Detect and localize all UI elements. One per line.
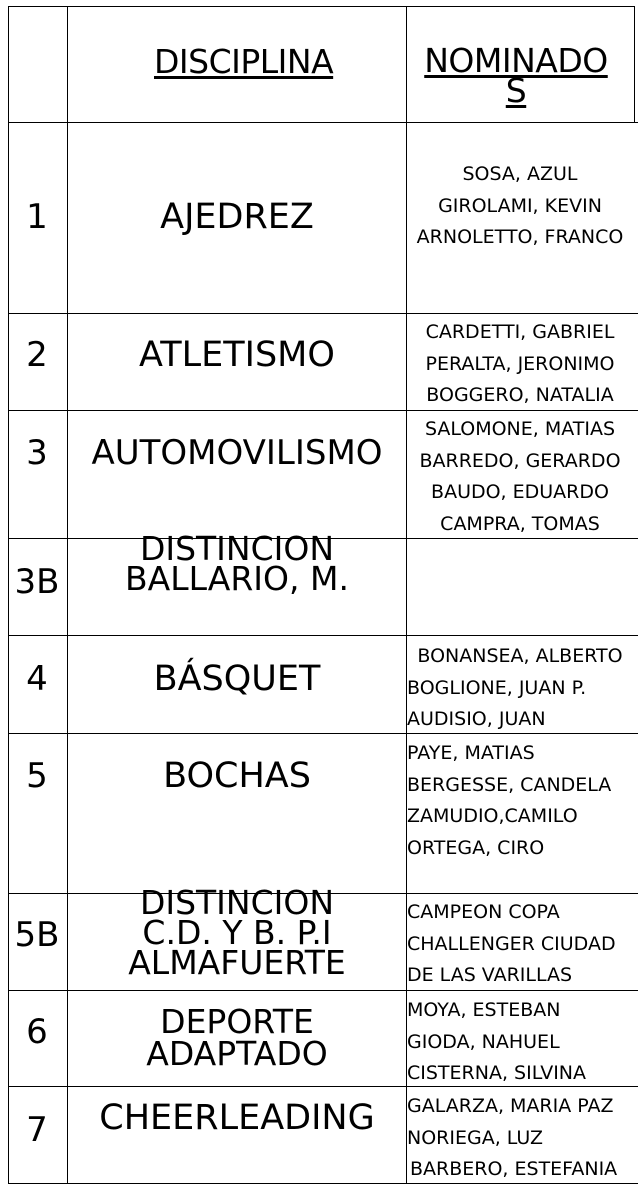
discipline-line: DISTINCION: [139, 529, 335, 568]
nominee: MOYA, ESTEBAN: [407, 999, 561, 1021]
row-discipline: CHEERLEADING: [99, 1098, 375, 1138]
nominee: BARBERO, ESTEFANIA: [410, 1158, 618, 1180]
table-border-right: [634, 6, 635, 122]
row-discipline: [67, 883, 407, 982]
row-nominees: [407, 414, 633, 540]
header-nominees-line1: NOMINADO: [424, 41, 608, 80]
nominee: ARNOLETTO, FRANCO: [416, 226, 624, 248]
header-nominees: [410, 42, 622, 110]
row-discipline: BÁSQUET: [153, 659, 321, 699]
row-number: 6: [26, 1012, 48, 1052]
row-nominees: [407, 897, 633, 992]
row-number: 5: [26, 756, 48, 796]
row-discipline: AJEDREZ: [160, 197, 314, 237]
nominee: GIROLAMI, KEVIN: [438, 194, 602, 217]
row-number: 1: [26, 197, 48, 237]
discipline-line: DEPORTE: [160, 1002, 314, 1041]
row-nominees: [407, 995, 633, 1090]
row-number: 2: [26, 335, 48, 375]
discipline-line: BALLARIO, M.: [125, 559, 349, 598]
nominee: CARDETTI, GABRIEL: [425, 321, 615, 343]
row-number: 5B: [14, 915, 60, 955]
row-discipline: [67, 1002, 407, 1073]
row-discipline: AUTOMOVILISMO: [91, 433, 383, 473]
row-number: 7: [26, 1110, 48, 1150]
nominee: SALOMONE, MATIAS: [424, 418, 616, 440]
discipline-line: ALMAFUERTE: [128, 943, 346, 982]
nominee: CAMPEON COPA: [407, 901, 560, 923]
row-number: 3: [26, 433, 48, 473]
row-divider: [8, 313, 638, 314]
nominee: ORTEGA, CIRO: [407, 836, 545, 859]
nominee: CISTERNA, SILVINA: [407, 1062, 587, 1084]
row-divider: [8, 635, 638, 636]
row-divider: [8, 122, 638, 123]
discipline-line: C.D. Y B. P.I: [142, 913, 332, 952]
nominee: SOSA, AZUL: [462, 163, 578, 185]
nominee: GALARZA, MARIA PAZ: [407, 1095, 614, 1117]
nominee: CAMPRA, TOMAS: [440, 512, 600, 535]
nominee: NORIEGA, LUZ: [407, 1126, 544, 1149]
row-nominees: [407, 738, 633, 864]
header-nominees-line2: S: [505, 71, 527, 110]
nominee: CHALLENGER CIUDAD: [407, 932, 616, 955]
nominee: BARREDO, GERARDO: [419, 449, 621, 472]
nominee: AUDISIO, JUAN: [407, 708, 546, 730]
nominee: BERGESSE, CANDELA: [407, 773, 612, 796]
discipline-line: DISTINCION: [139, 883, 335, 922]
row-discipline: [67, 529, 407, 598]
row-discipline: ATLETISMO: [139, 335, 335, 375]
header-discipline: DISCIPLINA: [154, 42, 334, 81]
row-nominees: [407, 641, 633, 736]
discipline-line: ADAPTADO: [146, 1034, 328, 1073]
row-nominees: [407, 1091, 633, 1186]
row-nominees: [407, 159, 633, 254]
nominee: GIODA, NAHUEL: [407, 1030, 560, 1053]
nominee: BAUDO, EDUARDO: [431, 481, 609, 503]
table-border-top: [8, 6, 635, 7]
row-discipline: BOCHAS: [163, 756, 311, 796]
nominee: ZAMUDIO,CAMILO: [407, 805, 578, 827]
nominee: PERALTA, JERONIMO: [425, 352, 615, 375]
nominee: BOGGERO, NATALIA: [426, 384, 614, 406]
row-number: 3B: [14, 562, 60, 602]
nominee: BOGLIONE, JUAN P.: [407, 676, 587, 699]
row-number: 4: [26, 659, 48, 699]
nominee: PAYE, MATIAS: [407, 742, 535, 764]
nominee: DE LAS VARILLAS: [407, 964, 573, 986]
nominee: BONANSEA, ALBERTO: [417, 645, 623, 667]
row-nominees: [407, 317, 633, 412]
